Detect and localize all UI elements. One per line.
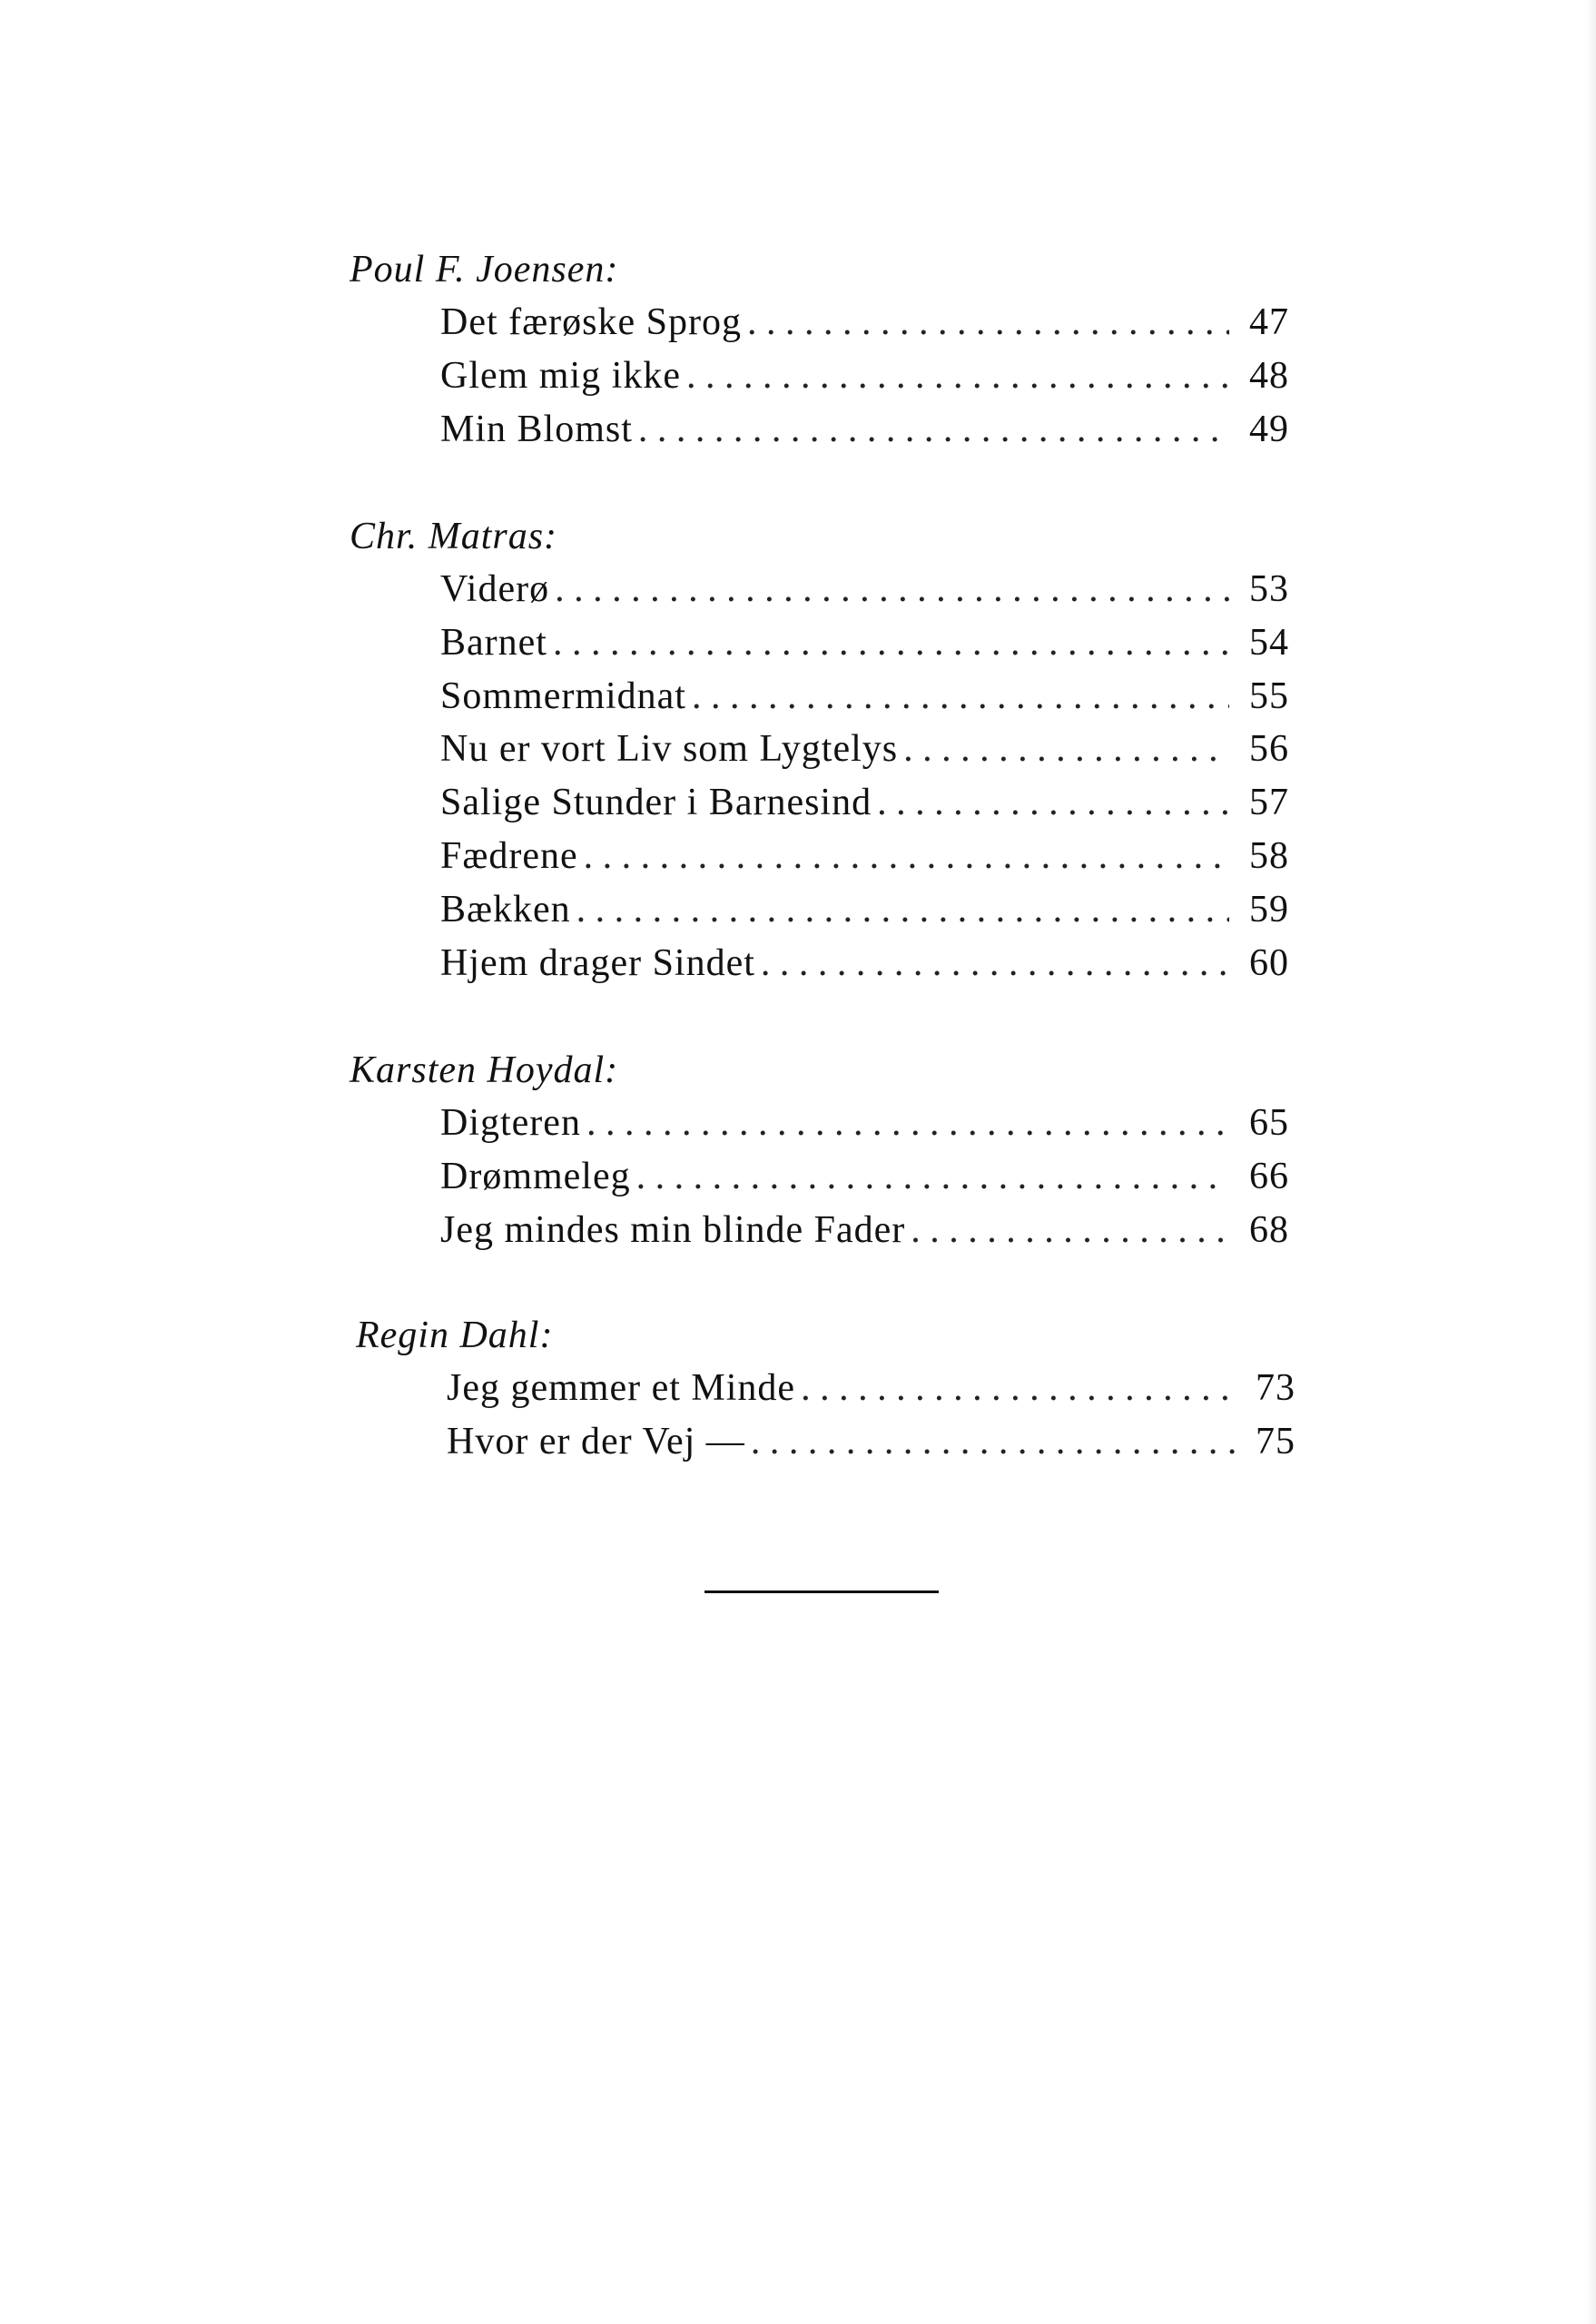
dot-leader xyxy=(686,350,1229,403)
entry-page-number: 49 xyxy=(1249,408,1289,450)
end-rule xyxy=(704,1590,939,1593)
entry-page-number: 55 xyxy=(1249,675,1289,717)
dot-leader xyxy=(801,1362,1236,1415)
dot-leader xyxy=(903,723,1229,776)
toc-entry xyxy=(440,350,1289,403)
toc-entry xyxy=(440,403,1289,457)
toc-entry xyxy=(440,776,1289,830)
dot-leader xyxy=(636,1150,1229,1204)
dot-leader xyxy=(877,776,1229,830)
entry-page-number: 65 xyxy=(1249,1102,1289,1144)
toc-entry xyxy=(440,1097,1289,1150)
entry-title: Digteren xyxy=(440,1102,581,1144)
dot-leader xyxy=(751,1415,1236,1469)
toc-entry xyxy=(440,1204,1289,1257)
entry-title: Det færøske Sprog xyxy=(440,301,742,343)
author-heading: Poul F. Joensen: xyxy=(350,249,619,290)
toc-entry xyxy=(440,883,1289,937)
entry-title: Salige Stunder i Barnesind xyxy=(440,782,872,824)
entry-title: Viderø xyxy=(440,568,550,610)
entry-page-number: 57 xyxy=(1249,782,1289,824)
entry-page-number: 59 xyxy=(1249,888,1289,931)
entry-page-number: 73 xyxy=(1256,1367,1296,1409)
toc-entry xyxy=(447,1415,1296,1469)
dot-leader xyxy=(747,296,1229,350)
entry-title: Drømmeleg xyxy=(440,1155,631,1197)
author-heading: Regin Dahl: xyxy=(356,1315,554,1356)
dot-leader xyxy=(761,937,1229,990)
dot-leader xyxy=(586,1097,1229,1150)
toc-entry xyxy=(440,937,1289,990)
toc-entry xyxy=(440,723,1289,776)
dot-leader xyxy=(911,1204,1229,1257)
toc-entry xyxy=(440,830,1289,883)
entry-page-number: 56 xyxy=(1249,728,1289,771)
toc-section-regin-dahl xyxy=(356,1309,1296,1469)
entry-title: Barnet xyxy=(440,621,547,664)
entry-title: Nu er vort Liv som Lygtelys xyxy=(440,728,899,771)
entry-title: Jeg mindes min blinde Fader xyxy=(440,1208,906,1251)
dot-leader xyxy=(555,563,1229,616)
entry-page-number: 66 xyxy=(1249,1155,1289,1197)
dot-leader xyxy=(553,616,1229,670)
toc-entry xyxy=(447,1362,1296,1415)
entry-title: Bækken xyxy=(440,888,571,931)
entry-page-number: 60 xyxy=(1249,941,1289,984)
entry-title: Glem mig ikke xyxy=(440,354,681,397)
dot-leader xyxy=(692,670,1229,724)
entry-page-number: 53 xyxy=(1249,568,1289,610)
entry-page-number: 68 xyxy=(1249,1208,1289,1251)
entry-page-number: 75 xyxy=(1256,1420,1296,1462)
dot-leader xyxy=(576,883,1229,937)
toc-entry xyxy=(440,563,1289,616)
entry-title: Jeg gemmer et Minde xyxy=(447,1367,796,1409)
dot-leader xyxy=(638,403,1229,457)
author-heading: Chr. Matras: xyxy=(350,516,558,557)
toc-entry xyxy=(440,670,1289,724)
toc-section-poul-f-joensen xyxy=(350,243,1289,456)
entry-title: Min Blomst xyxy=(440,408,633,450)
dot-leader xyxy=(584,830,1229,883)
author-heading: Karsten Hoydal: xyxy=(350,1049,619,1091)
entry-page-number: 48 xyxy=(1249,354,1289,397)
entry-title: Sommermidnat xyxy=(440,675,686,717)
toc-section-chr-matras xyxy=(350,510,1289,990)
entry-title: Fædrene xyxy=(440,834,578,877)
entry-page-number: 47 xyxy=(1249,301,1289,343)
entry-page-number: 58 xyxy=(1249,834,1289,877)
toc-entry xyxy=(440,1150,1289,1204)
entry-page-number: 54 xyxy=(1249,621,1289,664)
toc-section-karsten-hoydal xyxy=(350,1044,1289,1256)
page-edge-shadow xyxy=(1587,0,1596,2324)
toc-entry xyxy=(440,296,1289,350)
entry-title: Hvor er der Vej — xyxy=(447,1420,745,1462)
toc-entry xyxy=(440,616,1289,670)
entry-title: Hjem drager Sindet xyxy=(440,941,755,984)
